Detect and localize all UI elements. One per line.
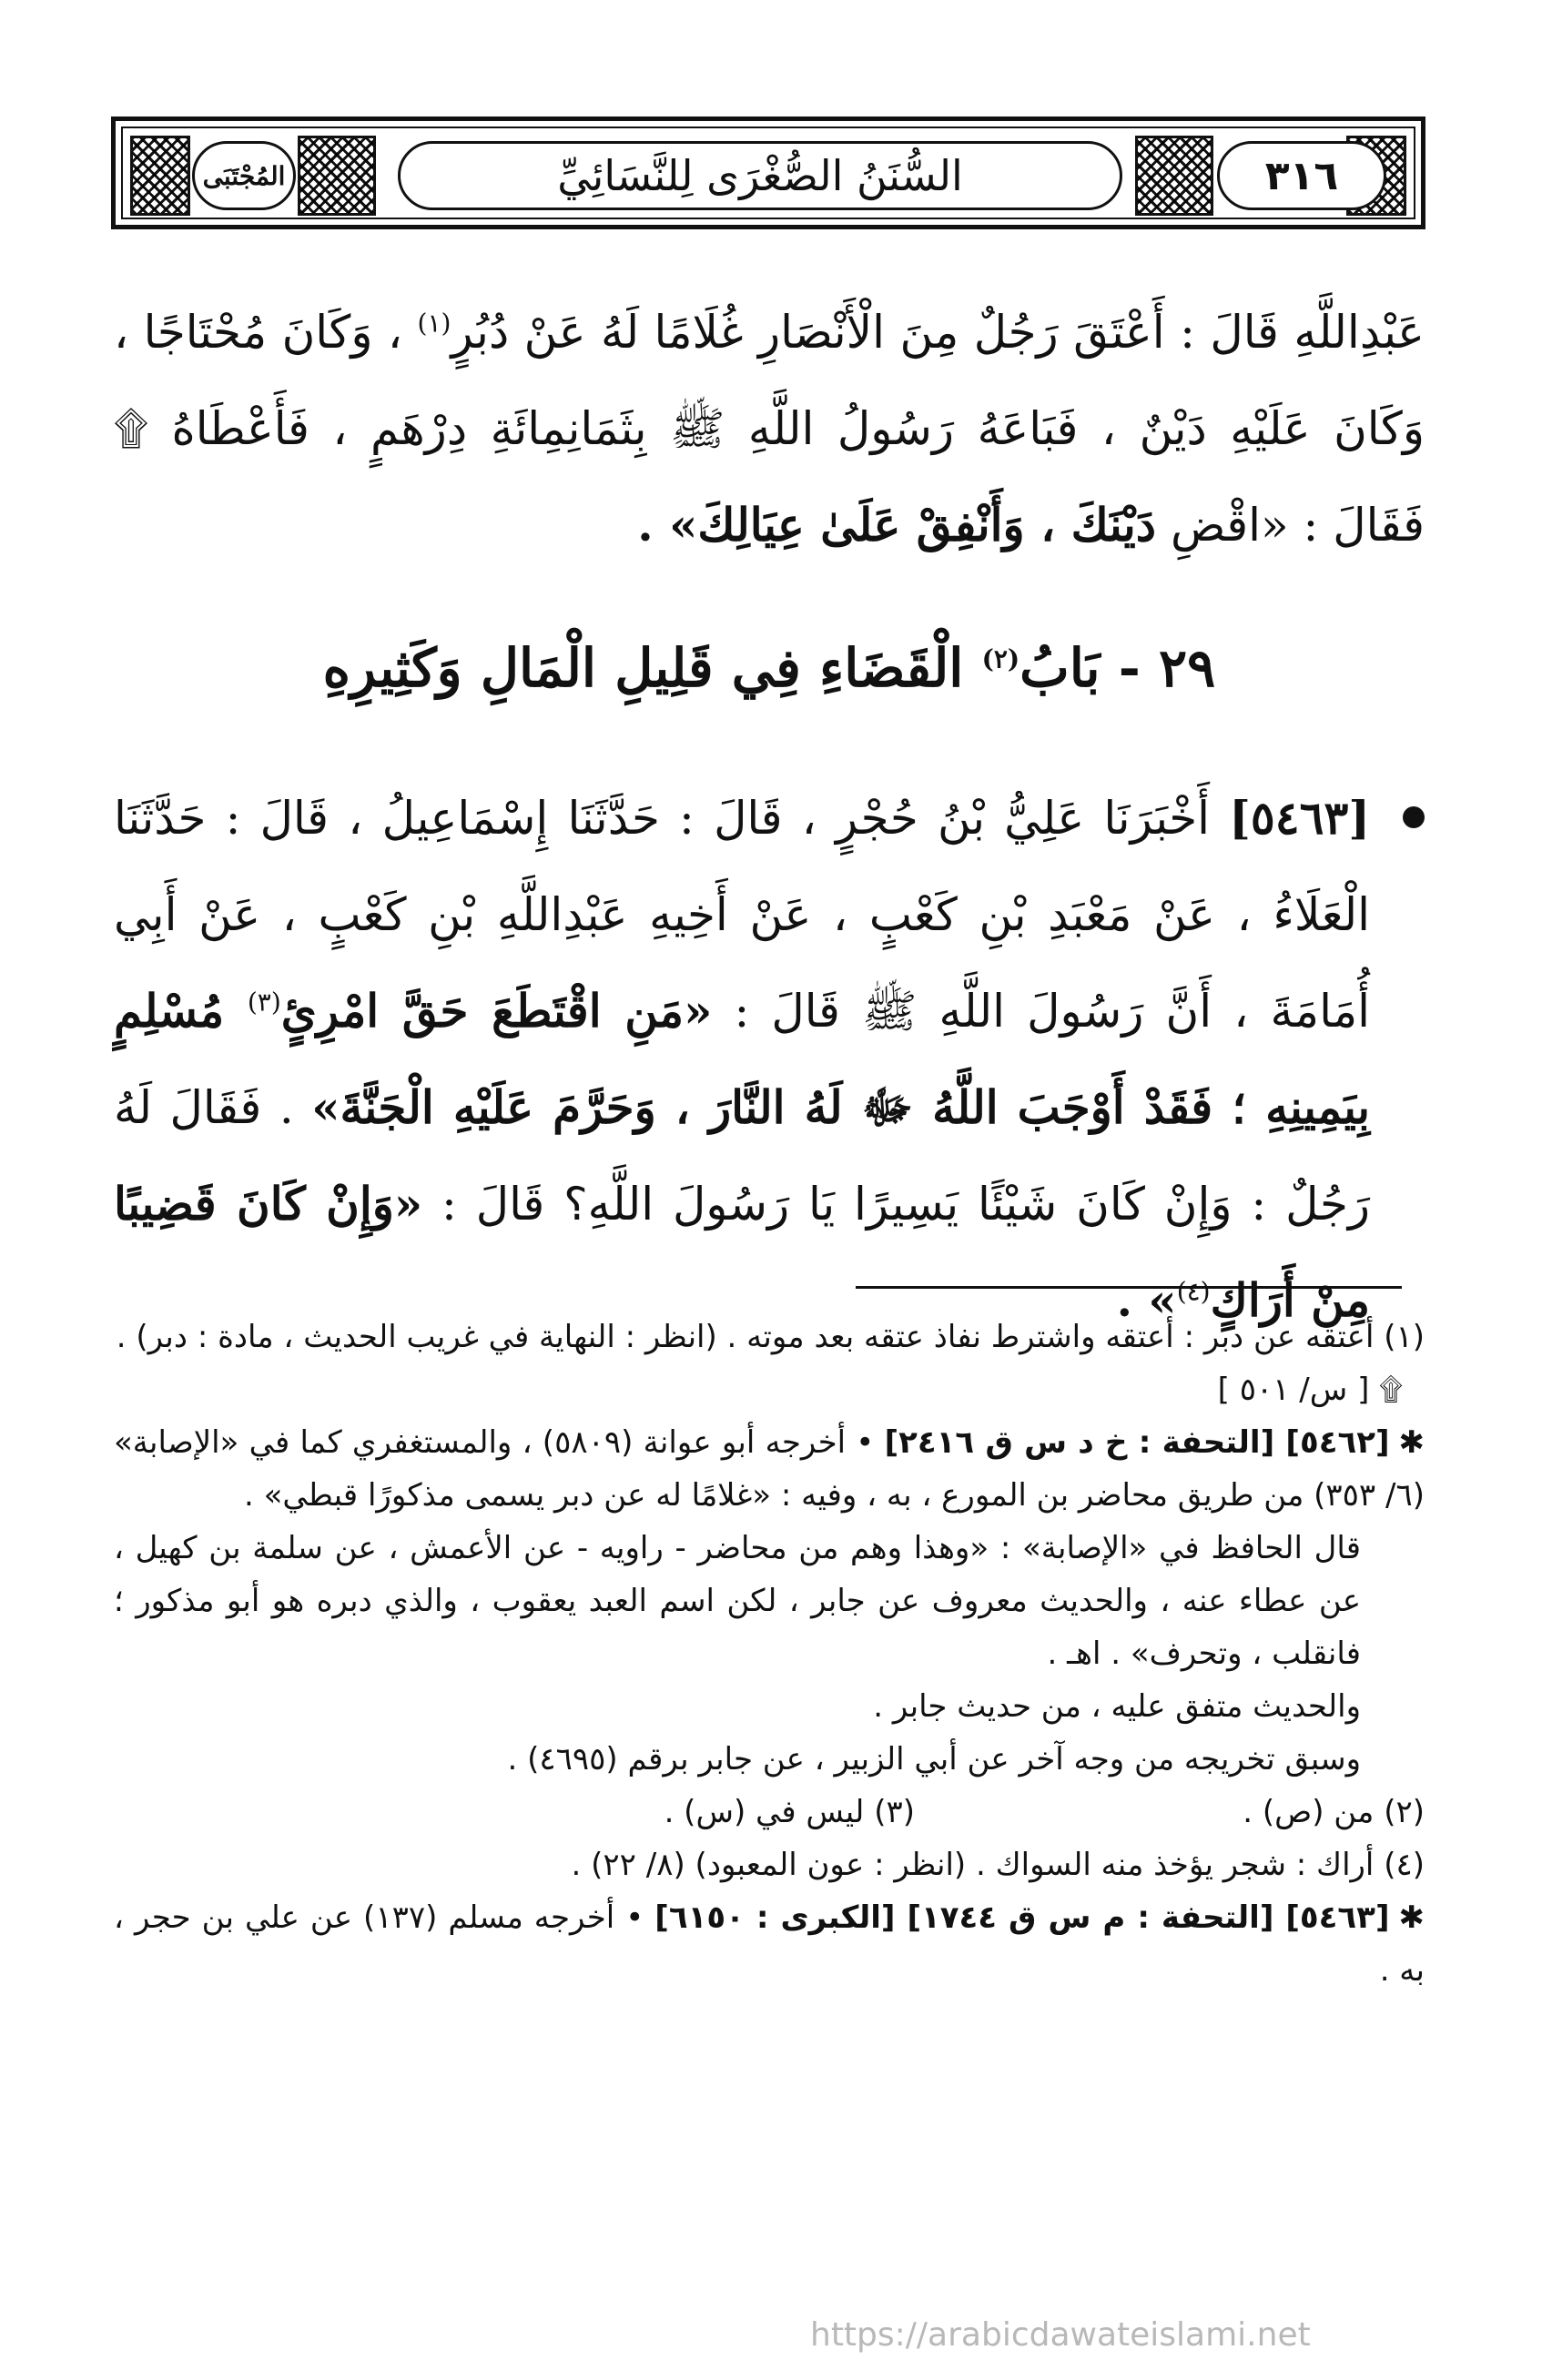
footnote-marker-3[interactable]: (٣) — [247, 987, 281, 1018]
takhrij-note-3: قال الحافظ في «الإصابة» : «وهذا وهم من محاضر - راويه - عن الأعمش ، عن سلمة بن كهيل ، عن عطاء عنه ، والحديث معروف عن جابر ، لكن اسم العبد يعقوب ، والذي دبره هو أبو مذكور ؛ فانقلب ، وتحرف» . اهـ . — [114, 1530, 1361, 1672]
chapter-title: الْقَضَاءِ فِي قَلِيلِ الْمَالِ وَكَثِيرِهِ — [322, 637, 982, 699]
footnote-1-ref: ۩ [ س/ ٥٠١ ] — [1217, 1372, 1403, 1408]
chapter-heading — [114, 637, 1425, 699]
takhrij-5463-ref: [٥٤٦٣] [التحفة : م س ق ١٧٤٤] [الكبرى : ٦١٥٠] — [654, 1899, 1390, 1936]
footnote-divider — [856, 1286, 1402, 1289]
chapter-number: ٢٩ — [1159, 637, 1216, 699]
ornament-mid-left — [298, 136, 376, 216]
takhrij-5463-text: • أخرجه مسلم (١٣٧) عن علي بن حجر ، به . — [114, 1899, 1425, 1989]
footnote-marker-1[interactable]: (١) — [417, 308, 451, 339]
bullet-icon — [1403, 806, 1425, 828]
footnote-1: (١) أعتقه عن دبر : أعتقه واشترط نفاذ عتقه بعد موته . (انظر : النهاية في غريب الحديث ، مادة : دبر) . — [116, 1319, 1425, 1355]
para2-text-2: . فَقَالَ لَهُ رَجُلٌ : وَإِنْ كَانَ شَيْئًا يَسِيرًا يَا رَسُولَ اللَّهِ؟ قَالَ : — [114, 1081, 1370, 1231]
para2-chain: أَخْبَرَنَا عَلِيُّ بْنُ حُجْرٍ ، قَالَ : حَدَّثَنَا إِسْمَاعِيلُ ، قَالَ : حَدَّثَنَا الْعَلَاءُ ، عَنْ مَعْبَدِ بْنِ كَعْبٍ ، عَنْ أَخِيهِ عَبْدِاللَّهِ بْنِ كَعْبٍ ، عَنْ أَبِي أُمَامَةَ ، أَنَّ رَسُولَ اللَّهِ ﷺ قَالَ : — [114, 792, 1371, 1038]
footnote-4: (٤) أراك : شجر يؤخذ منه السواك . (انظر : عون المعبود) (٨/ ٢٢) . — [571, 1847, 1425, 1883]
footnotes-2-3 — [114, 1786, 1425, 1838]
para1-line1b: ، وَكَانَ مُحْتَاجًا ، — [114, 306, 418, 359]
ornament-left — [130, 136, 190, 216]
footnotes — [114, 1311, 1425, 1997]
takhrij-5463 — [114, 1891, 1425, 1997]
footnote-3: (٣) ليس في (س) . — [664, 1794, 915, 1830]
footnote-2: (٢) من (ص) . — [1243, 1794, 1425, 1830]
page-number: ٣١٦ — [1217, 141, 1386, 210]
takhrij-5462-text: • أخرجه أبو عوانة (٥٨٠٩) ، والمستغفري كما في «الإصابة» (٦/ ٣٥٣) من طريق محاضر بن المورع ، به ، وفيه : «غلامًا له عن دبر يسمى مذكورًا قبطي» . — [114, 1424, 1425, 1514]
paragraph-2 — [114, 770, 1425, 1349]
book-logo: المُجْتَبَى — [192, 141, 296, 210]
footnote-marker-4[interactable]: (٤) — [1176, 1276, 1211, 1307]
para2-quote-2: «وَإِنْ كَانَ قَضِيبًا مِنْ أَرَاكٍ — [114, 1177, 1370, 1327]
star-icon: ✱ — [1398, 1899, 1425, 1936]
star-icon: ✱ — [1398, 1424, 1425, 1461]
chapter-prefix: - بَابُ — [1020, 637, 1141, 699]
takhrij-note-5: وسبق تخريجه من وجه آخر عن أبي الزبير ، عن جابر برقم (٤٦٩٥) . — [507, 1741, 1361, 1777]
paragraph-1 — [114, 284, 1425, 573]
para1-line1: عَبْدِاللَّهِ قَالَ : أَعْتَقَ رَجُلٌ مِنَ الْأَنْصَارِ غُلَامًا لَهُ عَنْ دُبُرٍ — [451, 306, 1425, 359]
page-header — [111, 116, 1425, 229]
takhrij-note-4: والحديث متفق عليه ، من حديث جابر . — [873, 1688, 1361, 1725]
para1-line3: دَيْنَكَ ، وَأَنْفِقْ عَلَىٰ عِيَالِكَ» . — [637, 498, 1157, 552]
ornament-mid-right — [1135, 136, 1213, 216]
book-title: السُّنَنُ الصُّغْرَى لِلنَّسَائِيِّ — [398, 141, 1122, 210]
takhrij-5462-ref: [٥٤٦٢] [التحفة : خ د س ق ٢٤١٦] — [884, 1424, 1390, 1461]
hadith-number: [٥٤٦٣] — [1229, 791, 1370, 845]
para2-quote-2b: » . — [1116, 1273, 1177, 1327]
takhrij-5462 — [114, 1416, 1425, 1522]
watermark-url: https://arabicdawateislami.net — [810, 2316, 1311, 2354]
para2-quote-1b: مُسْلِمٍ بِيَمِينِهِ ؛ فَقَدْ أَوْجَبَ اللَّهُ ﷻ لَهُ النَّارَ ، وَحَرَّمَ عَلَيْهِ الْجَنَّةَ» — [114, 984, 1370, 1134]
para2-quote-1: «مَنِ اقْتَطَعَ حَقَّ امْرِئٍ — [280, 984, 713, 1038]
footnote-marker-2[interactable]: (٢) — [981, 643, 1020, 674]
para1-line2: وَكَانَ عَلَيْهِ دَيْنٌ ، فَبَاعَهُ رَسُولُ اللَّهِ ﷺ بِثَمَانِمِائَةِ دِرْهَمٍ ، فَأَعْطَاهُ ۩ فَقَالَ : «اقْضِ — [114, 402, 1425, 552]
